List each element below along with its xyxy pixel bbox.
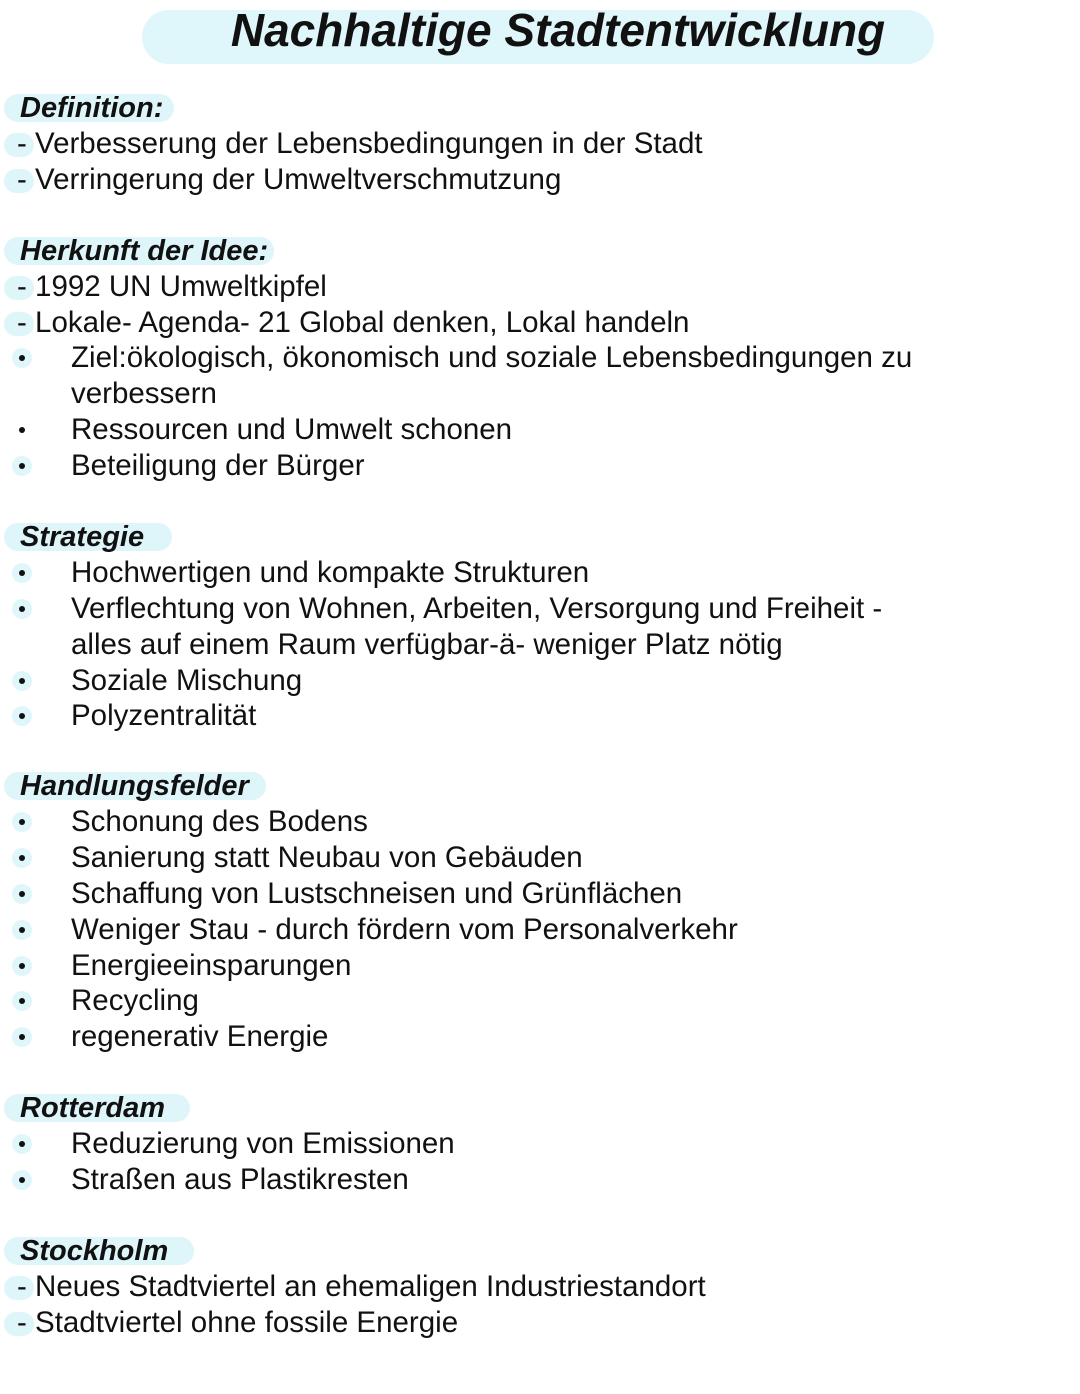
bullet-dot — [12, 671, 32, 691]
bullet-dot — [12, 812, 32, 832]
section-heading-strategie: Strategie — [20, 521, 145, 553]
list-item-text: Recycling — [71, 984, 199, 1017]
list-item-text: Weniger Stau - durch fördern vom Personalverkehr — [71, 913, 738, 946]
list-item — [17, 162, 561, 198]
dash-marker: - — [17, 1306, 27, 1339]
list-item-continuation: verbessern — [71, 377, 217, 410]
bullet-dot — [12, 848, 32, 868]
list-item-text: Hochwertigen und kompakte Strukturen — [71, 556, 590, 589]
bullet-dot — [12, 420, 32, 440]
list-item-text: Neues Stadtviertel an ehemaligen Industriestandort — [35, 1270, 706, 1303]
list-item-text: Verringerung der Umweltverschmutzung — [35, 163, 562, 196]
bullet-dot — [12, 563, 32, 583]
dash-marker: - — [17, 163, 27, 196]
bullet-dot — [12, 991, 32, 1011]
bullet-dot — [12, 1170, 32, 1190]
list-item-text: Verbesserung der Lebensbedingungen in der Stadt — [35, 127, 703, 160]
list-item-text: Straßen aus Plastikresten — [71, 1163, 409, 1196]
bullet-dot — [12, 1134, 32, 1154]
section-heading-handlungsfelder: Handlungsfelder — [20, 770, 249, 802]
page-title: Nachhaltige Stadtentwicklung — [230, 4, 886, 56]
list-item-text: Lokale- Agenda- 21 Global denken, Lokal handeln — [35, 306, 690, 339]
list-item-text: Ressourcen und Umwelt schonen — [71, 413, 513, 446]
dash-marker: - — [17, 270, 27, 303]
list-item-text: Ziel:ökologisch, ökonomisch und soziale Lebensbedingungen zu — [71, 341, 913, 374]
list-item-text: Schaffung von Lustschneisen und Grünflächen — [71, 877, 683, 910]
list-item-text: Beteiligung der Bürger — [71, 449, 365, 482]
list-item-text: Energieeinsparungen — [71, 949, 352, 982]
bullet-dot — [12, 599, 32, 619]
bullet-dot — [12, 456, 32, 476]
bullet-dot — [12, 706, 32, 726]
section-heading-rotterdam: Rotterdam — [20, 1092, 166, 1124]
list-item — [17, 269, 327, 305]
list-item — [17, 1305, 458, 1341]
list-item-continuation: alles auf einem Raum verfügbar-ä- weniger Platz nötig — [71, 628, 783, 661]
section-heading-definition: Definition: — [20, 92, 164, 124]
dash-marker: - — [17, 127, 27, 160]
dash-marker: - — [17, 1270, 27, 1303]
list-item — [17, 1269, 706, 1305]
dash-marker: - — [17, 306, 27, 339]
list-item — [17, 126, 703, 162]
list-item-text: Stadtviertel ohne fossile Energie — [35, 1306, 459, 1339]
list-item — [17, 305, 689, 341]
bullet-dot — [12, 348, 32, 368]
section-heading-herkunft: Herkunft der Idee: — [20, 235, 269, 267]
bullet-dot — [12, 884, 32, 904]
bullet-dot — [12, 956, 32, 976]
list-item-text: regenerativ Energie — [71, 1020, 329, 1053]
list-item-text: Verflechtung von Wohnen, Arbeiten, Versorgung und Freiheit - — [71, 592, 883, 625]
list-item-text: Reduzierung von Emissionen — [71, 1127, 455, 1160]
list-item-text: Polyzentralität — [71, 699, 257, 732]
bullet-dot — [12, 920, 32, 940]
list-item-text: Soziale Mischung — [71, 664, 303, 697]
list-item-text: Sanierung statt Neubau von Gebäuden — [71, 841, 583, 874]
list-item-text: 1992 UN Umweltkipfel — [35, 270, 327, 303]
list-item-text: Schonung des Bodens — [71, 805, 368, 838]
bullet-dot — [12, 1027, 32, 1047]
section-heading-stockholm: Stockholm — [20, 1235, 169, 1267]
